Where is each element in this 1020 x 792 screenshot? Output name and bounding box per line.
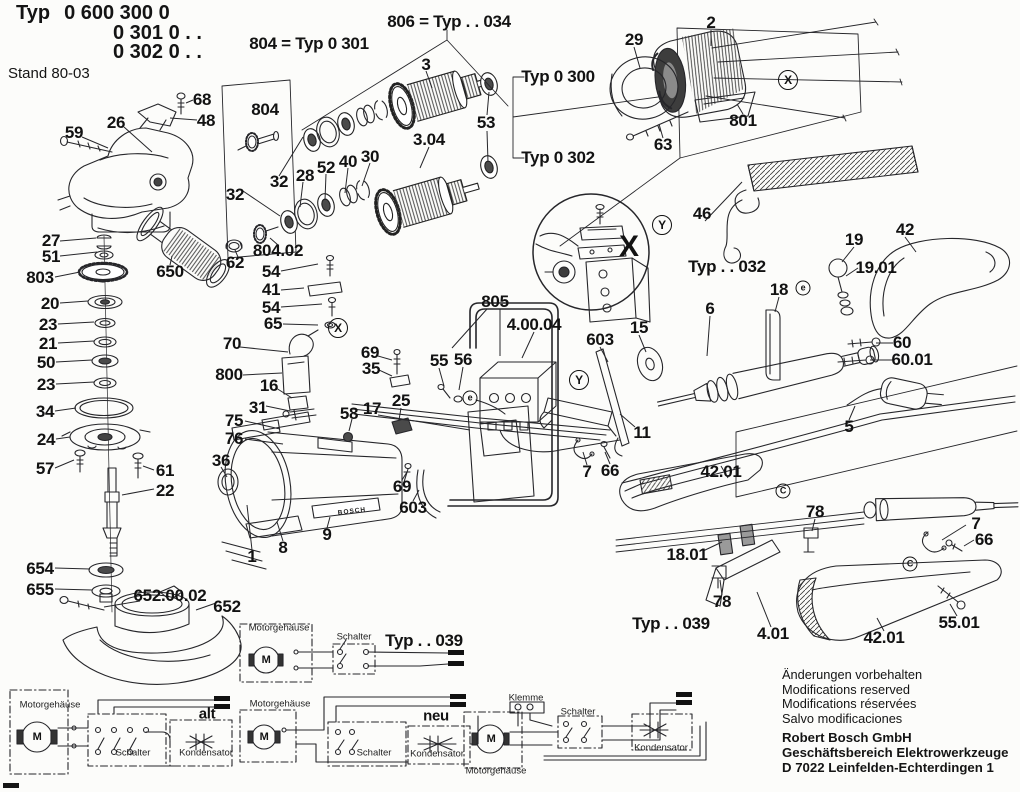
schematic-label: Motorgehäuse: [249, 698, 311, 710]
schematic-label: Motorgehäuse: [248, 622, 310, 634]
part-label: 78: [712, 592, 732, 611]
part-label: 652.00.02: [133, 586, 207, 605]
part-label: 23: [36, 375, 56, 394]
callout-e-icon: e: [463, 391, 478, 406]
part-label: 42.01: [700, 462, 742, 481]
schematic-label: Motorgehäuse: [465, 765, 527, 777]
part-label: 603: [586, 330, 614, 349]
type-header: [8, 2, 202, 83]
footer-company-line: D 7022 Leinfelden-Echterdingen 1: [782, 759, 994, 775]
schematic-label: Schalter: [560, 706, 596, 718]
part-label: 50: [36, 353, 56, 372]
callout-y-icon: Y: [569, 370, 589, 390]
part-label: 650: [156, 262, 184, 281]
part-label: 76: [224, 429, 244, 448]
footer-text-block: [782, 668, 1008, 776]
schematic-label: Schalter: [336, 631, 372, 643]
model-number-1: 0 600 300 0: [64, 2, 170, 24]
part-label: 2: [706, 13, 716, 32]
part-label: 19: [844, 230, 864, 249]
part-label: 60.01: [891, 350, 933, 369]
callout-y-icon: Y: [652, 215, 672, 235]
part-label: 28: [295, 166, 315, 185]
part-label: 61: [155, 461, 175, 480]
part-label: 655: [26, 580, 54, 599]
part-label: 7: [971, 514, 981, 533]
part-label: 1: [247, 547, 257, 566]
part-label: 22: [155, 481, 175, 500]
footer-note: Modifications réservées: [782, 696, 917, 712]
type-variant-label: Typ . . 039: [632, 614, 710, 633]
part-label: 40: [338, 152, 358, 171]
footer-note: Modifications reserved: [782, 681, 911, 697]
part-label: 66: [600, 461, 620, 480]
part-label: 801: [729, 111, 757, 130]
footer-note: Änderungen vorbehalten: [782, 667, 923, 682]
part-label: 69: [392, 477, 412, 496]
footer-company-line: Robert Bosch GmbH: [782, 730, 912, 746]
part-label: 60: [892, 333, 912, 352]
part-label: 70: [222, 334, 242, 353]
part-label: 78: [805, 502, 825, 521]
schematic-label: Kondensator: [179, 747, 233, 759]
part-label: 46: [692, 204, 712, 223]
part-label: 6: [705, 299, 715, 318]
footer-company-line: Geschäftsbereich Elektrowerkzeuge: [782, 745, 1009, 761]
model-number-3: 0 302 0 . .: [113, 41, 202, 63]
part-label: 5: [844, 417, 854, 436]
part-label: 55: [429, 351, 449, 370]
schematic-label: neu: [423, 707, 449, 725]
part-label: 652: [213, 597, 241, 616]
schematic-label: Motorgehäuse: [19, 699, 81, 711]
part-label: 58: [339, 404, 359, 423]
callout-x-icon: X: [328, 318, 348, 338]
part-label: 16: [259, 376, 279, 395]
schematic-label: Schalter: [115, 747, 151, 759]
part-label: 42.01: [863, 628, 905, 647]
part-label: 35: [361, 359, 381, 378]
schematic-label: Schalter: [356, 747, 392, 759]
motor-symbol-label: M: [261, 654, 271, 666]
part-label: 11: [633, 423, 651, 442]
part-label: 32: [225, 185, 245, 204]
type-variant-label: 804 = Typ 0 301: [249, 34, 369, 53]
part-label: 3.04: [413, 130, 445, 149]
part-label: 7: [582, 462, 592, 481]
part-label: 18: [769, 280, 789, 299]
part-label: 52: [316, 158, 336, 177]
part-label: 55.01: [938, 613, 980, 632]
part-label: 805: [481, 292, 509, 311]
part-label: 603: [399, 498, 427, 517]
part-label: 42: [895, 220, 915, 239]
schematic-label: alt: [198, 705, 216, 723]
part-label: 17: [362, 399, 382, 418]
part-label: 21: [38, 334, 58, 353]
part-label: 804.02: [252, 241, 304, 260]
part-label: 8: [278, 538, 288, 557]
part-label: 63: [653, 135, 673, 154]
part-label: 803: [26, 268, 54, 287]
part-label: 30: [360, 147, 380, 166]
part-label: 65: [263, 314, 283, 333]
part-label: 15: [629, 318, 649, 337]
part-label: 53: [476, 113, 496, 132]
type-variant-label: Typ 0 300: [521, 67, 595, 86]
part-label: 26: [106, 113, 126, 132]
part-label: 57: [35, 459, 55, 478]
motor-symbol-label: M: [259, 731, 269, 743]
part-label: 4.01: [757, 624, 789, 643]
schematic-label: Klemme: [508, 692, 544, 704]
callout-e-icon: e: [796, 281, 811, 296]
part-label: 804: [251, 100, 279, 119]
part-label: 69: [360, 343, 380, 362]
part-label: 31: [248, 398, 268, 417]
part-label: 66: [974, 530, 994, 549]
part-label: 27: [41, 231, 61, 250]
bosch-nameplate: BOSCH: [337, 506, 367, 517]
part-label: 59: [64, 123, 84, 142]
schematic-label: Kondensator: [410, 748, 464, 760]
part-label: 41: [261, 280, 281, 299]
part-label: 20: [40, 294, 60, 313]
part-label: 800: [215, 365, 243, 384]
part-label: 18.01: [666, 545, 708, 564]
part-label: 3: [421, 55, 431, 74]
part-label: 654: [26, 559, 54, 578]
detail-x-marker: X: [618, 230, 640, 263]
footer-note: Salvo modificaciones: [782, 710, 903, 726]
part-label: 25: [391, 391, 411, 410]
part-label: 19.01: [855, 258, 897, 277]
part-label: 56: [453, 350, 473, 369]
callout-x-icon: X: [778, 70, 798, 90]
part-label: 36: [211, 451, 231, 470]
model-number-2: 0 301 0 . .: [113, 21, 202, 44]
revision-date: Stand 80-03: [8, 64, 90, 82]
callout-c-icon: C: [903, 557, 918, 572]
part-label: 9: [322, 525, 332, 544]
part-label: 34: [35, 402, 55, 421]
part-label: 24: [36, 430, 56, 449]
part-label: 62: [225, 253, 245, 272]
motor-symbol-label: M: [32, 731, 42, 743]
part-label: 68: [192, 90, 212, 109]
part-label: 4.00.04: [506, 315, 562, 334]
part-label: 51: [41, 247, 61, 266]
part-label: 54: [261, 262, 281, 281]
type-variant-label: Typ 0 302: [521, 148, 595, 167]
type-variant-label: 806 = Typ . . 034: [387, 12, 511, 31]
schematic-label: Kondensator: [634, 742, 688, 754]
type-variant-label: Typ . . 032: [688, 257, 766, 276]
typ-prefix: Typ: [16, 2, 51, 24]
callout-c-icon: C: [776, 484, 791, 499]
part-label: 23: [38, 315, 58, 334]
part-label: 32: [269, 172, 289, 191]
page-mark: [3, 783, 19, 788]
motor-symbol-label: M: [486, 733, 496, 745]
type-variant-label: Typ . . 039: [385, 631, 463, 650]
part-label: 48: [196, 111, 216, 130]
part-label: 54: [261, 298, 281, 317]
part-label: 75: [224, 411, 244, 430]
part-label: 29: [624, 30, 644, 49]
